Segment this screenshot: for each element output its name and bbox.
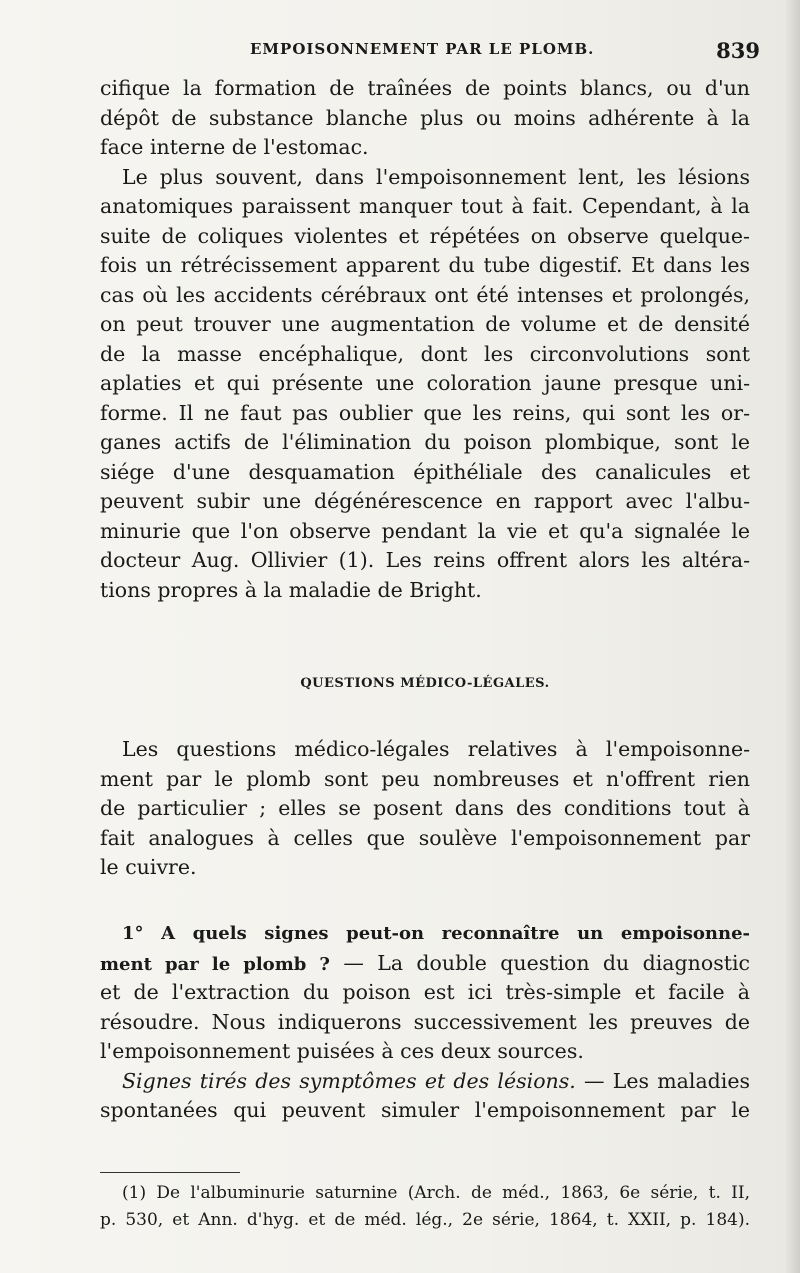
text-line: docteur Aug. Ollivier (1). Les reins offrent alors les altéra- (100, 548, 750, 572)
text-line: anatomiques paraissent manquer tout à fait. Cependant, à la (100, 194, 750, 218)
page-edge (786, 0, 800, 1273)
running-title: EMPOISONNEMENT PAR LE PLOMB. (250, 40, 595, 58)
text-line: Les questions médico-légales relatives à l'empoisonne- (122, 737, 750, 761)
text-line: ganes actifs de l'élimination du poison plombique, sont le (100, 430, 750, 454)
text-span: — Les maladies (575, 1068, 750, 1093)
footnote-line: (1) De l'albuminurie saturnine (Arch. de méd., 1863, 6e série, t. II, (122, 1183, 750, 1203)
italic-heading: Signes tirés des symptômes et des lésions. (122, 1068, 576, 1093)
body-text-top (100, 74, 750, 605)
text-line: aplaties et qui présente une coloration jaune presque uni- (100, 371, 750, 395)
footnote-rule (100, 1172, 240, 1173)
text-line: résoudre. Nous indiquerons successivement les preuves de (100, 1009, 750, 1034)
text-line (100, 949, 750, 979)
text-line: peuvent subir une dégénérescence en rapport avec l'albu- (100, 489, 750, 513)
text-line: tions propres à la maladie de Bright. (100, 577, 482, 602)
text-line: le cuivre. (100, 855, 197, 879)
text-line: forme. Il ne faut pas oublier que les reins, qui sont les or- (100, 400, 750, 425)
text-line: siége d'une desquamation épithéliale des canalicules et (100, 459, 750, 484)
question-heading: 1° A quels signes peut-on reconnaître un empoisonne- (122, 923, 750, 944)
text-line: Le plus souvent, dans l'empoisonnement lent, les lésions (122, 164, 750, 189)
text-line: cifique la formation de traînées de points blancs, ou d'un (100, 76, 750, 100)
text-line: fait analogues à celles que soulève l'empoisonnement par (100, 825, 750, 850)
body-text-middle (100, 735, 750, 883)
page-header (250, 38, 760, 66)
text-line (100, 1067, 750, 1097)
text-line: fois un rétrécissement apparent du tube digestif. Et dans les (100, 253, 750, 277)
text-span: — La double question du diagnostic (329, 950, 750, 975)
text-line: cas où les accidents cérébraux ont été intenses et prolongés, (100, 282, 750, 307)
page-number: 839 (716, 38, 760, 63)
text-line: spontanées qui peuvent simuler l'empoisonnement par le (100, 1098, 750, 1122)
text-line: et de l'extraction du poison est ici très-simple et facile à (100, 980, 750, 1004)
text-line: de la masse encéphalique, dont les circonvolutions sont (100, 341, 750, 366)
text-line: dépôt de substance blanche plus ou moins adhérente à la (100, 105, 750, 130)
section-title: QUESTIONS MÉDICO-LÉGALES. (300, 676, 550, 691)
question-heading-end: ment par le plomb ? (100, 953, 330, 975)
footnote-line: p. 530, et Ann. d'hyg. et de méd. lég., 2e série, 1864, t. XXII, p. 184). (100, 1210, 750, 1230)
text-line: face interne de l'estomac. (100, 135, 369, 159)
text-line: l'empoisonnement puisées à ces deux sources. (100, 1039, 584, 1063)
text-line: minurie que l'on observe pendant la vie et qu'a signalée le (100, 518, 750, 543)
footnote (100, 1180, 750, 1234)
text-line: ment par le plomb sont peu nombreuses et n'offrent rien (100, 766, 750, 791)
text-line: de particulier ; elles se posent dans des conditions tout à (100, 796, 750, 820)
body-text-bottom (100, 919, 750, 1126)
text-line: suite de coliques violentes et répétées on observe quelque- (100, 223, 750, 248)
text-line: on peut trouver une augmentation de volume et de densité (100, 312, 750, 336)
